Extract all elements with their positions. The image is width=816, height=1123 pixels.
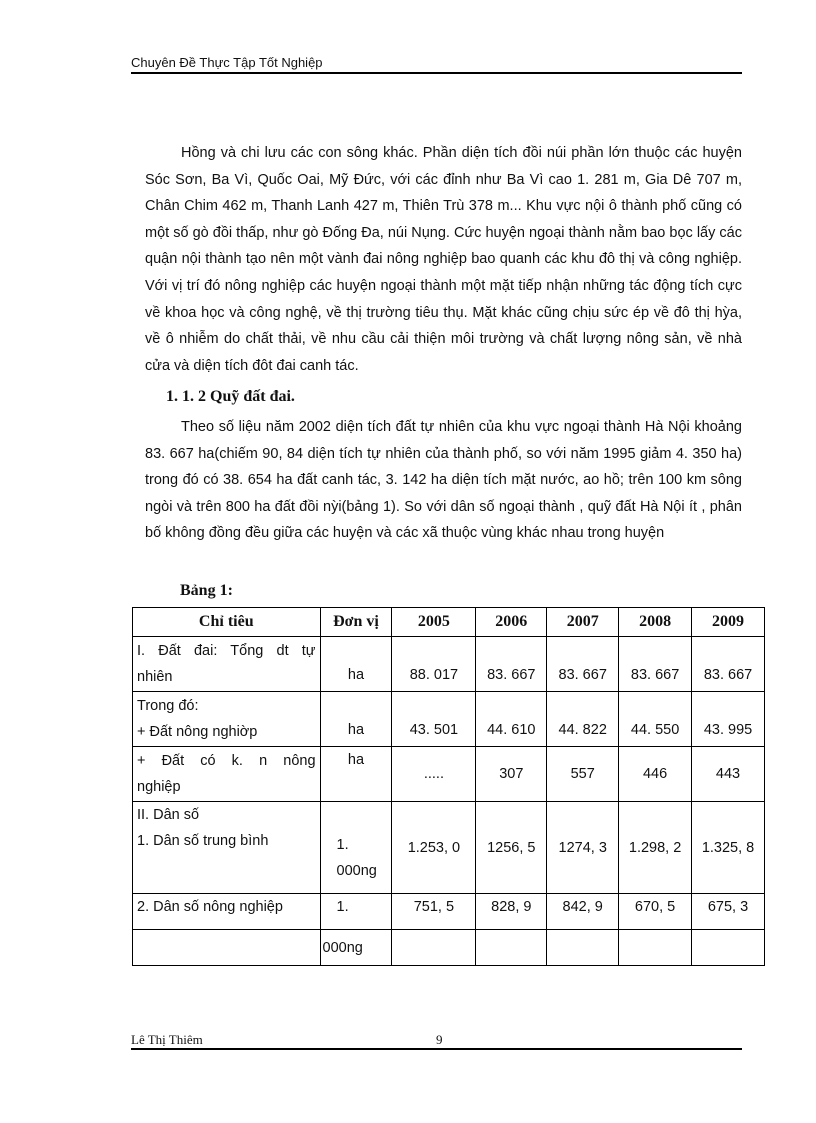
empty-cell <box>392 930 476 966</box>
header-year: 2009 <box>692 608 765 637</box>
table-row <box>133 802 765 894</box>
header-indicator: Chỉ tiêu <box>133 608 321 637</box>
row-unit: ha <box>320 692 392 747</box>
cell-value: 83. 667 <box>619 637 692 692</box>
cell-value: 446 <box>619 747 692 802</box>
row-label: I. Đất đai: Tổng dt tự nhiên <box>133 637 321 692</box>
empty-cell <box>133 930 321 966</box>
cell-value: 842, 9 <box>547 894 619 930</box>
footer-page-number: 9 <box>436 1032 443 1047</box>
row-unit: 1. 000ng <box>320 802 392 894</box>
empty-cell <box>476 930 547 966</box>
table-header-row <box>133 608 765 637</box>
table-row <box>133 930 765 966</box>
cell-value: 83. 667 <box>547 637 619 692</box>
cell-value: 83. 667 <box>476 637 547 692</box>
cell-value: 44. 610 <box>476 692 547 747</box>
cell-value: 1.253, 0 <box>392 802 476 894</box>
footer-author: Lê Thị Thiêm <box>131 1032 203 1047</box>
cell-value: 43. 501 <box>392 692 476 747</box>
cell-value: ..... <box>392 747 476 802</box>
cell-value: 83. 667 <box>692 637 765 692</box>
cell-value: 443 <box>692 747 765 802</box>
table-caption: Bảng 1: <box>180 582 233 599</box>
table-row <box>133 747 765 802</box>
cell-value: 557 <box>547 747 619 802</box>
header-year: 2006 <box>476 608 547 637</box>
cell-value: 1.325, 8 <box>692 802 765 894</box>
cell-value: 675, 3 <box>692 894 765 930</box>
empty-cell <box>619 930 692 966</box>
row-label: II. Dân số 1. Dân số trung bình <box>133 802 321 894</box>
header-year: 2007 <box>547 608 619 637</box>
empty-cell <box>547 930 619 966</box>
page-header-title: Chuyên Đề Thực Tập Tốt Nghiệp <box>131 55 323 70</box>
paragraph-2-text: Theo số liệu năm 2002 diện tích đất tự nhiên của khu vực ngoại thành Hà Nội khoảng 83. 667 ha(chiếm 90, 84 diện tích tự nhiên của thành phố, so với năm 1995 giảm 4. 350 ha) trong đó có 38. 654 ha đất canh tác, 3. 142 ha diện tích mặt nước, ao hồ; trên 100 km sông ngòi và trên 800 ha đất đồi nỳi(bảng 1). So với dân số ngoại thành , quỹ đất Hà Nội ít , phân bố không đồng đều giữa các huyện và các xã thuộc vùng khác nhau trong huyện <box>145 419 742 542</box>
header-rule <box>131 72 742 74</box>
row-unit: 000ng <box>320 930 392 966</box>
row-label: Trong đó: + Đất nông nghiờp <box>133 692 321 747</box>
header-year: 2005 <box>392 608 476 637</box>
row-unit: ha <box>320 747 392 802</box>
cell-value: 44. 550 <box>619 692 692 747</box>
cell-value: 44. 822 <box>547 692 619 747</box>
header-year: 2008 <box>619 608 692 637</box>
empty-cell <box>692 930 765 966</box>
header-unit: Đơn vị <box>320 608 392 637</box>
row-label: + Đất có k. n nông nghiệp <box>133 747 321 802</box>
cell-value: 88. 017 <box>392 637 476 692</box>
table-row <box>133 894 765 930</box>
cell-value: 1.298, 2 <box>619 802 692 894</box>
cell-value: 751, 5 <box>392 894 476 930</box>
cell-value: 43. 995 <box>692 692 765 747</box>
section-heading: 1. 1. 2 Quỹ đất đai. <box>166 388 295 405</box>
cell-value: 1274, 3 <box>547 802 619 894</box>
row-unit: ha <box>320 637 392 692</box>
row-unit: 1. <box>320 894 392 930</box>
cell-value: 828, 9 <box>476 894 547 930</box>
data-table <box>132 607 765 966</box>
body-paragraph-1 <box>145 140 742 379</box>
row-label: 2. Dân số nông nghiệp <box>133 894 321 930</box>
paragraph-1-text: Hồng và chi lưu các con sông khác. Phần diện tích đồi núi phần lớn thuộc các huyện Sóc Sơn, Ba Vì, Quốc Oai, Mỹ Đức, với các đỉnh như Ba Vì cao 1. 281 m, Gia Dê 707 m, Chân Chim 462 m, Thanh Lanh 427 m, Thiên Trù 378 m... Khu vực nội ô thành phố cũng có một số gò đồi thấp, như gò Đống Đa, núi Nụng. Cức huyện ngoại thành nằm bao bọc lấy các quận nội thành tạo nên một vành đai nông nghiệp bao quanh các khu đô thị và công nghiệp. Với vị trí đó nông nghiệp các huyện ngoại thành một mặt tiếp nhận những tác động tích cực về khoa học và công nghệ, về thị trường tiêu thụ. Mặt khác cũng chịu sức ép về đô thị hỳa, về ô nhiễm do chất thải, về nhu cầu cải thiện môi trường và chất lượng nông sản, về nhà cửa và diện tích đôt đai canh tác. <box>145 145 742 374</box>
cell-value: 670, 5 <box>619 894 692 930</box>
cell-value: 307 <box>476 747 547 802</box>
table-row <box>133 692 765 747</box>
footer-rule <box>131 1048 742 1050</box>
cell-value: 1256, 5 <box>476 802 547 894</box>
table-row <box>133 637 765 692</box>
body-paragraph-2 <box>145 414 742 547</box>
